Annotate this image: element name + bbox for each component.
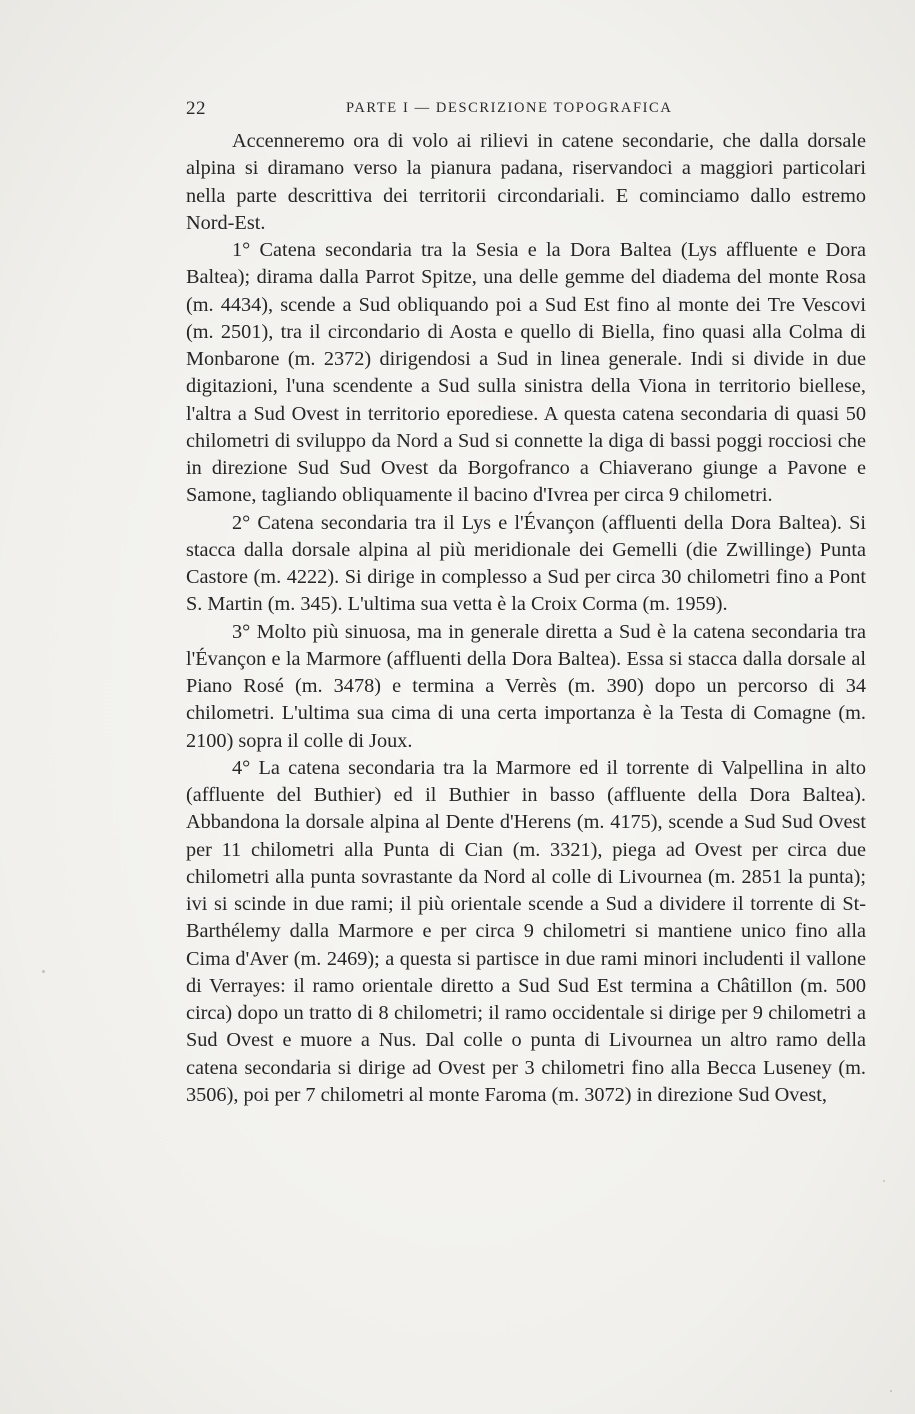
paragraph-intro: Accenneremo ora di volo ai rilievi in catene secondarie, che dalla dorsale alpina si diramano verso la pianura padana, riservandoci a maggiori particolari nella parte descrittiva dei territorii circondariali. E cominciamo dallo estremo Nord-Est. xyxy=(186,130,866,234)
running-head: PARTE I — DESCRIZIONE TOPOGRAFICA xyxy=(346,100,673,116)
paragraph-catena-1: 1° Catena secondaria tra la Sesia e la Dora Baltea (Lys affluente e Dora Baltea); dirama dalla Parrot Spitze, una delle gemme del diadema del monte Rosa (m. 4434), scende a Sud obliquando poi a Sud Est fino al monte dei Tre Vescovi (m. 2501), tra il circondario di Aosta e quello di Biella, fino quasi alla Colma di Monbarone (m. 2372) dirigendosi a Sud in linea generale. Indi si divide in due digitazioni, l'una scendente a Sud sulla sinistra della Viona in territorio biellese, l'altra a Sud Ovest in territorio eporediese. A questa catena secondaria di quasi 50 chilometri di sviluppo da Nord a Sud si connette la diga di bassi poggi rocciosi che in direzione Sud Sud Ovest da Borgofranco a Chiaverano giunge a Pavone e Samone, tagliando obliquamente il bacino d'Ivrea per circa 9 chilometri. xyxy=(186,239,866,507)
paper-speck xyxy=(42,970,45,973)
page-header xyxy=(186,98,866,122)
paragraph-catena-3: 3° Molto più sinuosa, ma in generale diretta a Sud è la catena secondaria tra l'Évançon e la Marmore (affluenti della Dora Baltea). Essa si stacca dalla dorsale al Piano Rosé (m. 3478) e termina a Verrès (m. 390) dopo un percorso di 34 chilometri. L'ultima sua cima di una certa importanza è la Testa di Comagne (m. 2100) sopra il colle di Joux. xyxy=(186,620,866,752)
paragraph-catena-4: 4° La catena secondaria tra la Marmore ed il torrente di Valpellina in alto (affluente del Buthier) ed il Buthier in basso (affluente della Dora Baltea). Abbandona la dorsale alpina al Dente d'Herens (m. 4175), scende a Sud Sud Ovest per 11 chilometri alla Punta di Cian (m. 3321), piega ad Ovest per circa due chilometri alla punta sovrastante da Nord al colle di Livournea (m. 2851 la punta); ivi si scinde in due rami; il più orientale scende a Sud a dividere il torrente di St-Barthélemy dalla Marmore e per circa 9 chilometri si mantiene unico fino alla Cima d'Aver (m. 2469); a questa si partisce in due rami minori includenti il vallone di Verrayes: il ramo orientale diretto a Sud Sud Est termina a Châtillon (m. 500 circa) dopo un tratto di 8 chilometri; il ramo occidentale si dirige per 9 chilometri a Sud Ovest e muore a Nus. Dal colle o punta di Livournea un altro ramo della catena secondaria si dirige ad Ovest per 3 chilometri fino alla Becca Luseney (m. 3506), poi per 7 chilometri al monte Faroma (m. 3072) in direzione Sud Ovest, xyxy=(186,756,866,1106)
paper-speck xyxy=(890,1390,892,1392)
body-text xyxy=(186,128,866,1109)
page-number: 22 xyxy=(186,98,206,119)
paper-speck xyxy=(883,1180,885,1182)
paragraph-catena-2: 2° Catena secondaria tra il Lys e l'Évançon (affluenti della Dora Baltea). Si stacca dalla dorsale alpina al più meridionale dei Gemelli (die Zwillinge) Punta Castore (m. 4222). Si dirige in complesso a Sud per circa 30 chilometri fino a Pont S. Martin (m. 345). L'ultima sua vetta è la Croix Corma (m. 1959). xyxy=(186,511,866,616)
